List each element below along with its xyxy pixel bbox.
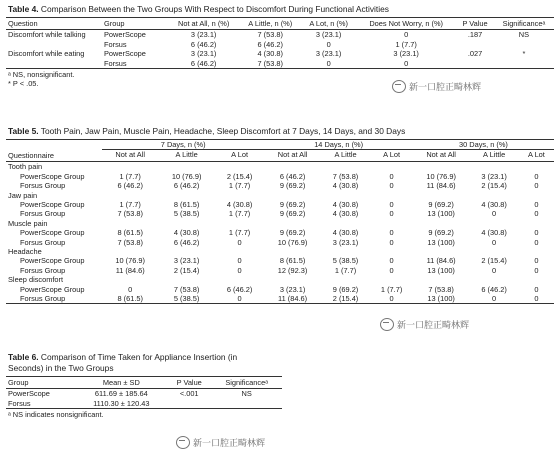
table-cell: 0 xyxy=(389,237,394,247)
table-4-title: Comparison Between the Two Groups With Respect to Discomfort During Functional Activities xyxy=(40,4,389,14)
table-cell: 13 (100) xyxy=(413,294,469,304)
table-cell: 7 (53.8) xyxy=(173,284,200,294)
table-cell: 5 (38.5) xyxy=(173,209,200,219)
table-row xyxy=(6,285,554,294)
table-cell: 9 (69.2) xyxy=(279,228,306,238)
col-header: A Little, n (%) xyxy=(239,18,301,30)
table-row xyxy=(6,399,282,409)
table-cell: NS xyxy=(518,30,530,40)
table-cell: 0 xyxy=(469,294,519,304)
table-cell: 4 (30.8) xyxy=(481,199,507,209)
table-cell: 6 (46.2) xyxy=(481,284,507,294)
table-cell: 10 (76.9) xyxy=(426,171,456,181)
table-cell: 4 (30.8) xyxy=(481,228,507,238)
section-label: Jaw pain xyxy=(8,190,38,200)
table-row xyxy=(6,30,554,40)
table-cell: 11 (84.6) xyxy=(115,265,145,275)
table-cell: 0 xyxy=(534,265,539,275)
section-row xyxy=(6,275,554,284)
wechat-icon xyxy=(392,80,406,93)
table-cell: 0 xyxy=(356,59,456,69)
table-cell: 3 (23.1) xyxy=(393,49,419,59)
table-cell: 7 (53.8) xyxy=(257,30,283,40)
table-4 xyxy=(6,4,554,89)
table-cell: 5 (38.5) xyxy=(158,294,214,304)
col-header: Not at All xyxy=(413,150,469,162)
table-cell: 0 xyxy=(534,199,539,209)
table-row xyxy=(6,228,554,237)
table-cell: 9 (69.2) xyxy=(279,209,306,219)
col-header: A Little xyxy=(469,150,519,162)
table-cell: 11 (84.6) xyxy=(264,294,320,304)
table-cell: 12 (92.3) xyxy=(277,265,308,275)
table-cell: 0 xyxy=(237,265,242,275)
table-row xyxy=(6,40,554,49)
table-cell: Forsus xyxy=(102,59,168,69)
table-5-caption xyxy=(8,126,554,137)
table-row xyxy=(6,294,554,304)
table-cell: 611.69 ± 185.64 xyxy=(94,389,148,399)
table-cell xyxy=(494,59,554,69)
table-cell: 0 xyxy=(492,237,497,247)
table-cell: 4 (30.8) xyxy=(332,181,359,191)
table-cell xyxy=(456,59,494,69)
table-cell: 0 xyxy=(534,171,539,181)
table-5 xyxy=(6,126,554,304)
table-row xyxy=(6,172,554,181)
section-label: Muscle pain xyxy=(8,218,48,228)
table-cell: 4 (30.8) xyxy=(226,199,253,209)
table-cell: 1 (7.7) xyxy=(228,209,251,219)
table-4-note: * P < .05. xyxy=(8,79,39,89)
table-cell: PowerScope Group xyxy=(20,256,85,266)
table-cell xyxy=(6,40,102,49)
table-4-caption xyxy=(8,4,554,15)
table-cell: Forsus xyxy=(6,399,76,409)
table-cell: 0 xyxy=(534,284,539,294)
table-cell xyxy=(6,59,102,69)
col-header: Not at All xyxy=(102,150,158,162)
col-header: P Value xyxy=(456,18,494,30)
table-cell xyxy=(494,40,554,49)
table-row xyxy=(6,181,554,190)
table-cell: 4 (30.8) xyxy=(332,199,359,209)
col-header: A Lot xyxy=(519,150,554,162)
table-cell: 0 xyxy=(389,228,394,238)
table-cell: 0 xyxy=(492,209,497,219)
table-cell: 7 (53.8) xyxy=(117,237,143,247)
table-cell: 0 xyxy=(370,294,413,304)
table-cell: 4 (30.8) xyxy=(332,209,359,219)
section-row xyxy=(6,191,554,200)
table-cell: 6 (46.2) xyxy=(279,171,306,181)
table-4-grid xyxy=(6,17,554,69)
watermark xyxy=(176,436,265,449)
table-cell: .027 xyxy=(467,49,483,59)
table-cell: Forsus Group xyxy=(6,294,102,304)
table-cell: 6 (46.2) xyxy=(168,59,239,69)
table-4-number: Table 4. xyxy=(8,4,39,14)
table-cell: 0 xyxy=(389,181,394,191)
table-cell: 0 xyxy=(237,237,242,247)
table-cell: Forsus Group xyxy=(20,265,66,275)
col-header: A Little xyxy=(321,150,371,162)
table-cell: 4 (30.8) xyxy=(257,49,283,59)
table-cell: 0 xyxy=(519,294,554,304)
table-cell: 0 xyxy=(534,209,539,219)
table-cell: 11 (84.6) xyxy=(426,256,456,266)
col-header: Mean ± SD xyxy=(76,377,168,389)
table-cell: 6 (46.2) xyxy=(190,39,217,49)
table-cell: 6 (46.2) xyxy=(226,284,253,294)
table-cell: 3 (23.1) xyxy=(315,49,342,59)
table-6-number: Table 6. xyxy=(8,352,39,362)
table-row xyxy=(6,200,554,209)
watermark xyxy=(380,318,469,331)
table-cell: 1110.30 ± 120.43 xyxy=(76,399,168,409)
table-cell: PowerScope Group xyxy=(20,199,85,209)
table-cell: 3 (23.1) xyxy=(173,256,200,266)
group-header: 30 Days, n (%) xyxy=(413,140,554,150)
table-cell: PowerScope xyxy=(104,49,146,59)
table-cell: 0 xyxy=(237,256,242,266)
col-header: A Lot xyxy=(215,150,265,162)
table-cell: 1 (7.7) xyxy=(334,265,357,275)
table-5-header-row xyxy=(6,150,554,162)
table-cell: 0 xyxy=(389,265,394,275)
table-cell: 8 (61.5) xyxy=(173,199,200,209)
table-4-header-row xyxy=(6,18,554,30)
group-header: 7 Days, n (%) xyxy=(102,140,264,150)
col-header: A Lot xyxy=(370,150,413,162)
table-cell: 9 (69.2) xyxy=(279,181,306,191)
table-cell: 7 (53.8) xyxy=(428,284,454,294)
table-cell: 0 xyxy=(389,209,394,219)
table-cell: Forsus xyxy=(104,39,127,49)
table-cell: PowerScope Group xyxy=(20,284,85,294)
table-row xyxy=(6,256,554,265)
table-cell: 10 (76.9) xyxy=(277,237,308,247)
table-cell: 6 (46.2) xyxy=(173,237,200,247)
table-cell: 0 xyxy=(534,237,539,247)
table-cell: <.001 xyxy=(179,389,199,399)
table-cell: 0 xyxy=(215,294,265,304)
table-row xyxy=(6,49,554,58)
wechat-icon xyxy=(380,318,394,331)
table-cell: 0 xyxy=(389,256,394,266)
section-row xyxy=(6,162,554,172)
table-cell: PowerScope xyxy=(8,389,50,399)
table-cell: 13 (100) xyxy=(427,209,455,219)
table-cell: 3 (23.1) xyxy=(481,171,507,181)
table-cell: 0 xyxy=(492,265,497,275)
table-cell: 6 (46.2) xyxy=(257,39,283,49)
table-cell: 1 (7.7) xyxy=(119,199,141,209)
table-5-title: Tooth Pain, Jaw Pain, Muscle Pain, Headache, Sleep Discomfort at 7 Days, 14 Days, and 30 Days xyxy=(40,126,406,136)
table-cell: Forsus Group xyxy=(20,237,66,247)
group-header: 14 Days, n (%) xyxy=(264,140,413,150)
table-6 xyxy=(6,352,282,420)
col-header: Group xyxy=(102,18,168,30)
table-cell: Discomfort while talking xyxy=(8,30,86,40)
table-6-title-line2: Seconds) in the Two Groups xyxy=(8,363,114,373)
table-cell: 2 (15.4) xyxy=(173,265,200,275)
table-cell: 8 (61.5) xyxy=(117,228,143,238)
col-header: A Little xyxy=(158,150,214,162)
table-cell: .187 xyxy=(467,30,483,40)
table-cell: 9 (69.2) xyxy=(428,199,454,209)
table-cell: 2 (15.4) xyxy=(321,294,371,304)
col-header: Group xyxy=(6,377,76,389)
section-row xyxy=(6,219,554,228)
table-cell: 1 (7.7) xyxy=(228,228,251,238)
table-cell: 3 (23.1) xyxy=(190,49,217,59)
table-cell: 9 (69.2) xyxy=(279,199,306,209)
table-cell: 6 (46.2) xyxy=(173,181,200,191)
table-4-note: ᵃ NS, nonsignificant. xyxy=(8,70,75,80)
col-header: Not at All, n (%) xyxy=(168,18,239,30)
table-cell: 2 (15.4) xyxy=(481,256,507,266)
table-5-grid xyxy=(6,139,554,304)
col-header: Questionnaire xyxy=(6,150,102,162)
watermark xyxy=(392,80,481,93)
watermark-text: 新一口腔正畸林辉 xyxy=(397,320,470,330)
table-cell: 0 xyxy=(389,199,394,209)
col-header: Not at All xyxy=(264,150,320,162)
table-cell: Forsus Group xyxy=(20,209,66,219)
table-5-number: Table 5. xyxy=(8,126,39,136)
table-cell: 0 xyxy=(389,171,394,181)
table-row xyxy=(6,209,554,218)
table-row xyxy=(6,59,554,69)
table-cell: 0 xyxy=(534,256,539,266)
table-cell: 2 (15.4) xyxy=(481,181,507,191)
table-6-caption xyxy=(8,352,282,374)
table-cell: 3 (23.1) xyxy=(190,30,217,40)
table-cell: 11 (84.6) xyxy=(426,181,456,191)
table-cell: 13 (100) xyxy=(427,237,455,247)
table-cell: 1 (7.7) xyxy=(395,39,417,49)
table-cell: 0 xyxy=(301,59,356,69)
section-label: Sleep discomfort xyxy=(8,275,64,285)
col-header: Significanceᵃ xyxy=(211,377,282,389)
col-header: Significanceᵃ xyxy=(494,18,554,30)
table-cell: 3 (23.1) xyxy=(315,30,342,40)
table-row xyxy=(6,238,554,247)
table-cell: 0 xyxy=(534,228,539,238)
col-header: A Lot, n (%) xyxy=(301,18,356,30)
table-cell: 0 xyxy=(404,30,409,40)
table-cell: 1 (7.7) xyxy=(119,171,141,181)
table-cell: 0 xyxy=(534,181,539,191)
table-cell: 6 (46.2) xyxy=(117,181,143,191)
table-6-notes xyxy=(8,410,282,419)
table-cell: 3 (23.1) xyxy=(279,284,306,294)
table-cell: 8 (61.5) xyxy=(102,294,158,304)
table-cell xyxy=(456,40,494,49)
table-cell xyxy=(211,399,282,409)
table-cell: 13 (100) xyxy=(427,265,455,275)
table-6-note: ᵃ NS indicates nonsignificant. xyxy=(8,410,104,420)
table-cell: 0 xyxy=(128,284,133,294)
table-cell: 4 (30.8) xyxy=(173,228,200,238)
section-row xyxy=(6,247,554,256)
table-cell: 0 xyxy=(326,39,331,49)
table-cell: 1 (7.7) xyxy=(228,181,251,191)
section-label: Tooth pain xyxy=(8,162,43,172)
table-cell xyxy=(167,399,211,409)
table-6-title-line1: Comparison of Time Taken for Appliance Insertion (in xyxy=(40,352,238,362)
table-cell: 7 (53.8) xyxy=(117,209,143,219)
col-header: Question xyxy=(6,18,102,30)
watermark-text: 新一口腔正畸林辉 xyxy=(409,82,482,92)
watermark-text: 新一口腔正畸林辉 xyxy=(193,438,266,448)
wechat-icon xyxy=(176,436,190,449)
col-header: Does Not Worry, n (%) xyxy=(356,18,456,30)
table-row xyxy=(6,266,554,275)
table-cell: 7 (53.8) xyxy=(332,171,359,181)
col-header: P Value xyxy=(167,377,211,389)
table-cell: 3 (23.1) xyxy=(332,237,359,247)
table-cell: NS xyxy=(241,389,252,399)
table-cell: * xyxy=(522,49,526,59)
table-cell: 2 (15.4) xyxy=(226,171,253,181)
table-cell: PowerScope Group xyxy=(20,228,85,238)
table-cell: PowerScope Group xyxy=(20,171,85,181)
table-row xyxy=(6,389,282,399)
table-cell: 1 (7.7) xyxy=(380,284,403,294)
table-cell: PowerScope xyxy=(104,30,146,40)
table-cell: 9 (69.2) xyxy=(428,228,454,238)
table-cell: 10 (76.9) xyxy=(171,171,202,181)
table-cell: 4 (30.8) xyxy=(332,228,359,238)
table-cell: 9 (69.2) xyxy=(332,284,359,294)
table-6-grid xyxy=(6,376,282,409)
table-cell: 5 (38.5) xyxy=(332,256,359,266)
table-cell: 7 (53.8) xyxy=(239,59,301,69)
table-cell: Discomfort while eating xyxy=(8,49,85,59)
table-cell: Forsus Group xyxy=(20,181,66,191)
section-label: Headache xyxy=(8,246,42,256)
table-5-group-header-row xyxy=(6,140,554,150)
table-cell: 10 (76.9) xyxy=(115,256,145,266)
table-6-header-row xyxy=(6,377,282,389)
table-cell: 8 (61.5) xyxy=(279,256,306,266)
